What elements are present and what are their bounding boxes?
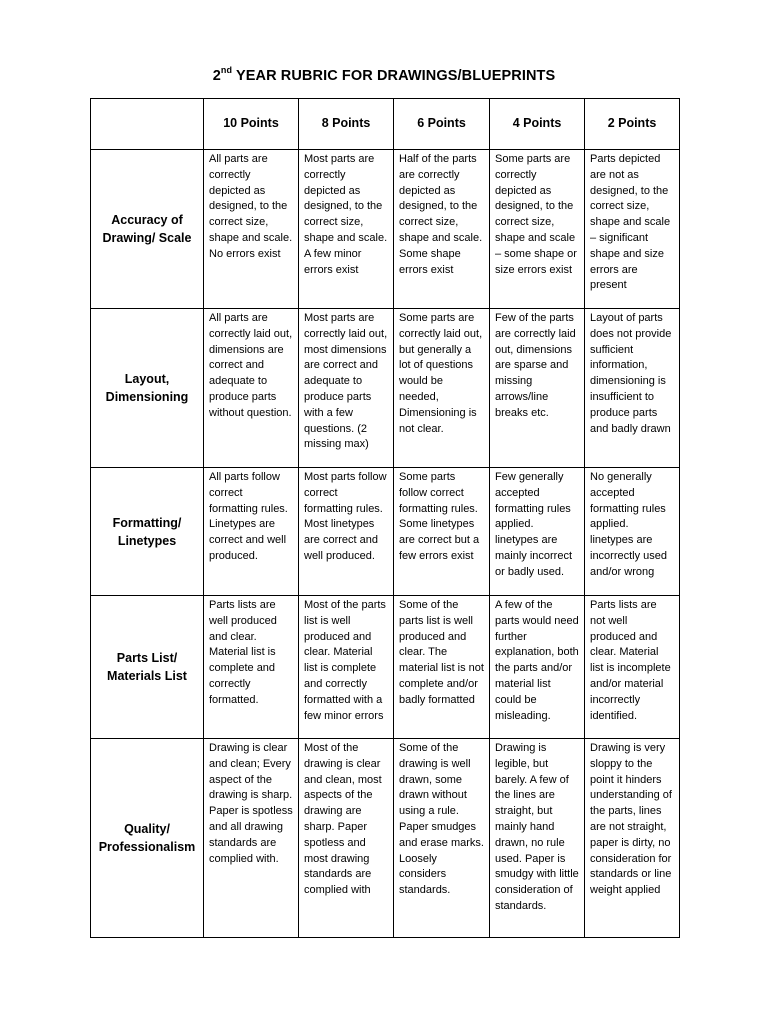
row-layout	[91, 309, 680, 468]
header-6-points: 6 Points	[394, 99, 490, 150]
header-8-points: 8 Points	[299, 99, 394, 150]
cell-formatting-8: Most parts follow correct formatting rules. Most linetypes are correct and well produced.	[299, 468, 394, 596]
row-quality	[91, 739, 680, 938]
cell-layout-8: Most parts are correctly laid out, most dimensions are correct and adequate to produce parts with a few questions. (2 missing max)	[299, 309, 394, 468]
cell-formatting-10: All parts follow correct formatting rules. Linetypes are correct and well produced.	[204, 468, 299, 596]
cell-quality-4: Drawing is legible, but barely. A few of the lines are straight, but mainly hand drawn, no rule used. Paper is smudgy with little consideration of standards.	[490, 739, 585, 938]
page-title	[0, 66, 768, 84]
cell-parts-list-8: Most of the parts list is well produced and clear. Material list is complete and correctly formatted with a few minor errors	[299, 596, 394, 739]
criterion-parts-list: Parts List/ Materials List	[91, 596, 204, 739]
cell-accuracy-6: Half of the parts are correctly depicted as designed, to the correct size, shape and scale. Some shape errors exist	[394, 150, 490, 309]
cell-accuracy-8: Most parts are correctly depicted as designed, to the correct size, shape and scale. A few minor errors exist	[299, 150, 394, 309]
criterion-formatting: Formatting/ Linetypes	[91, 468, 204, 596]
title-text: YEAR RUBRIC FOR DRAWINGS/BLUEPRINTS	[232, 67, 556, 84]
cell-parts-list-6: Some of the parts list is well produced and clear. The material list is not complete and/or badly formatted	[394, 596, 490, 739]
row-parts-list	[91, 596, 680, 739]
cell-quality-6: Some of the drawing is well drawn, some drawn without using a rule. Paper smudges and erase marks. Loosely considers standards.	[394, 739, 490, 938]
header-10-points: 10 Points	[204, 99, 299, 150]
cell-quality-2: Drawing is very sloppy to the point it hinders understanding of the parts, lines are not straight, paper is dirty, no consideration for standards or line weight applied	[585, 739, 680, 938]
cell-layout-4: Few of the parts are correctly laid out, dimensions are sparse and missing arrows/line breaks etc.	[490, 309, 585, 468]
title-superscript: nd	[220, 65, 233, 75]
header-4-points: 4 Points	[490, 99, 585, 150]
cell-formatting-2: No generally accepted formatting rules applied. linetypes are incorrectly used and/or wrong	[585, 468, 680, 596]
rubric-table	[90, 98, 680, 938]
criterion-quality: Quality/ Professionalism	[91, 739, 204, 938]
criterion-layout: Layout, Dimensioning	[91, 309, 204, 468]
title-prefix: 2	[212, 67, 221, 84]
header-row	[91, 99, 680, 150]
cell-accuracy-10: All parts are correctly depicted as designed, to the correct size, shape and scale. No errors exist	[204, 150, 299, 309]
row-accuracy	[91, 150, 680, 309]
cell-formatting-6: Some parts follow correct formatting rules. Some linetypes are correct but a few errors exist	[394, 468, 490, 596]
cell-parts-list-4: A few of the parts would need further explanation, both the parts and/or material list could be misleading.	[490, 596, 585, 739]
cell-formatting-4: Few generally accepted formatting rules applied. linetypes are mainly incorrect or badly used.	[490, 468, 585, 596]
row-formatting	[91, 468, 680, 596]
cell-parts-list-10: Parts lists are well produced and clear. Material list is complete and correctly formatted.	[204, 596, 299, 739]
cell-accuracy-2: Parts depicted are not as designed, to the correct size, shape and scale – significant shape and size errors are present	[585, 150, 680, 309]
header-blank	[91, 99, 204, 150]
cell-layout-6: Some parts are correctly laid out, but generally a lot of questions would be needed, Dimensioning is not clear.	[394, 309, 490, 468]
cell-quality-8: Most of the drawing is clear and clean, most aspects of the drawing are sharp. Paper spotless and most drawing standards are complied with	[299, 739, 394, 938]
cell-layout-10: All parts are correctly laid out, dimensions are correct and adequate to produce parts without question.	[204, 309, 299, 468]
criterion-accuracy: Accuracy of Drawing/ Scale	[91, 150, 204, 309]
cell-layout-2: Layout of parts does not provide sufficient information, dimensioning is insufficient to produce parts and badly drawn	[585, 309, 680, 468]
cell-parts-list-2: Parts lists are not well produced and clear. Material list is incomplete and/or material incorrectly identified.	[585, 596, 680, 739]
header-2-points: 2 Points	[585, 99, 680, 150]
cell-accuracy-4: Some parts are correctly depicted as designed, to the correct size, shape and scale – some shape or size errors exist	[490, 150, 585, 309]
cell-quality-10: Drawing is clear and clean; Every aspect of the drawing is sharp. Paper is spotless and all drawing standards are complied with.	[204, 739, 299, 938]
